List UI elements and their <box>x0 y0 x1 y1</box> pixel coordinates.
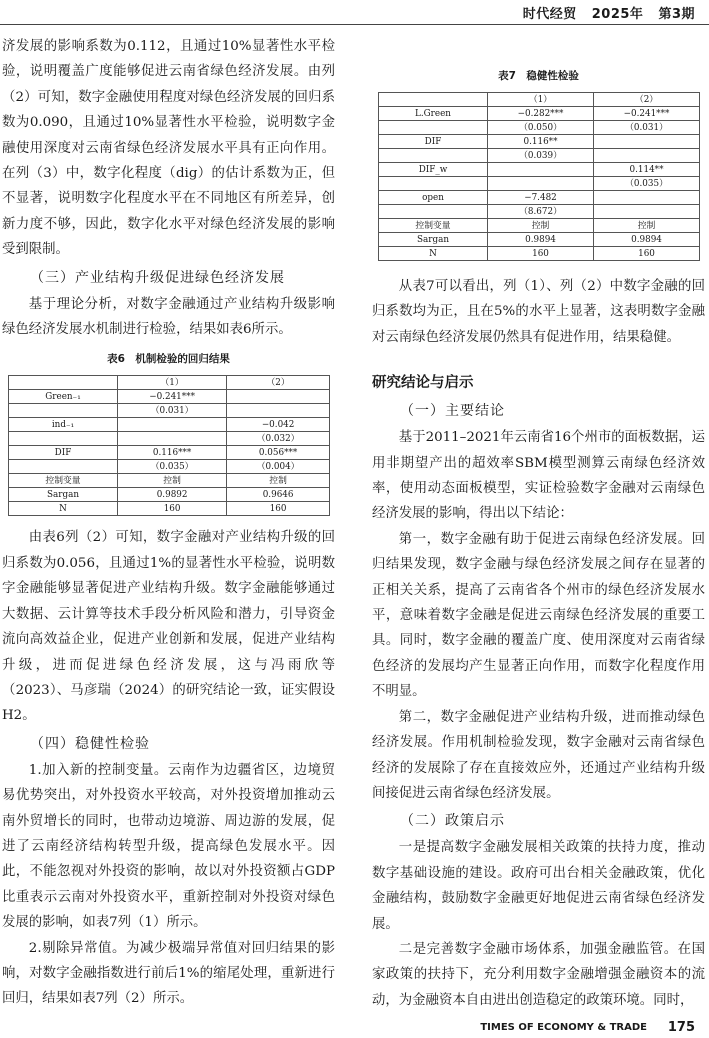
paragraph: 从表7可以看出，列（1）、列（2）中数字金融的回归系数均为正，且在5%的水平上显著，这表明数字金融对云南绿色经济发展仍然具有促进作用，结果稳健。 <box>372 279 705 345</box>
table-cell: 160 <box>488 247 594 261</box>
row-label-cell <box>9 432 118 446</box>
table-cell: （8.672） <box>488 205 594 219</box>
table-row <box>379 233 700 247</box>
paragraph: 由表6列（2）可知，数字金融对产业结构升级的回归系数为0.056，且通过1%的显著性水平检验，说明数字金融能够显著促进产业结构升级。数字金融能够通过大数据、云计算等技术手段分析风险和潜力，引导资金流向高效益企业，促进产业创新和发展，促进产业结构升级，进而促进绿色经济发展，这与冯雨欣等（2023）、马彦瑞（2024）的研究结论一致，证实假设H2。 <box>2 530 335 724</box>
row-label-cell: DIF <box>379 135 488 149</box>
table-cell <box>594 205 700 219</box>
table-cell: 控制 <box>488 219 594 233</box>
journal-name: 时代经贸 <box>522 7 577 22</box>
table-cell: （0.031） <box>594 121 700 135</box>
row-label-cell: 控制变量 <box>379 219 488 233</box>
table-cell: 0.056*** <box>227 446 330 460</box>
row-label-cell: 控制变量 <box>9 474 118 488</box>
table-cell: −0.241*** <box>118 390 227 404</box>
table-cell: 0.114** <box>594 163 700 177</box>
table-cell: −0.042 <box>227 418 330 432</box>
row-label-cell: Sargan <box>9 488 118 502</box>
paragraph: 二是完善数字金融市场体系，加强金融监管。在国家政策的扶持下，充分利用数字金融增强金融资本的流动，为金融资本自由进出创造稳定的政策环境。同时， <box>372 941 705 1008</box>
row-label-cell <box>379 149 488 163</box>
table-row <box>9 390 330 404</box>
table-caption: 表7 稳健性检验 <box>498 70 579 82</box>
table-cell: −0.282*** <box>488 107 594 121</box>
paragraph: 第二，数字金融促进产业结构升级，进而推动绿色经济发展。作用机制检验发现，数字金融对云南省绿色经济的发展除了存在直接效应外，还通过产业结构升级间接促进云南省绿色经济发展。 <box>372 709 705 801</box>
table-cell: （2） <box>227 376 330 390</box>
right-column <box>372 34 705 1013</box>
table-row <box>379 107 700 121</box>
left-column <box>2 34 335 1012</box>
table-row <box>9 432 330 446</box>
table-cell: （1） <box>118 376 227 390</box>
journal-header <box>513 3 695 22</box>
paragraph: 1.加入新的控制变量。云南作为边疆省区，边境贸易优势突出，对外投资水平较高，对外投资增加推动云南外贸增长的同时，也带动边境游、周边游的发展，促进了云南经济结构转型升级，提高绿色发展水平。因此，不能忽视对外投资的影响，故以对外投资额占GDP比重表示云南对外投资水平，重新控制对外投资对绿色发展的影响，如表7列（1）所示。 <box>2 762 335 931</box>
row-label-cell: Sargan <box>379 233 488 247</box>
table-cell: （2） <box>594 93 700 107</box>
page-header <box>0 0 709 26</box>
table-cell: （1） <box>488 93 594 107</box>
row-label-cell <box>9 460 118 474</box>
table-cell: （0.035） <box>118 460 227 474</box>
table-row <box>9 418 330 432</box>
table-row <box>9 488 330 502</box>
table-cell: −0.241*** <box>594 107 700 121</box>
table-cell: （0.004） <box>227 460 330 474</box>
header-rule <box>0 24 709 25</box>
table-cell: 160 <box>118 502 227 516</box>
table-caption: 表6 机制检验的回归结果 <box>107 353 230 366</box>
paragraph: 一是提高数字金融发展相关政策的扶持力度，推动数字基础设施的建设。政府可出台相关金融政策，优化金融结构，鼓励数字金融更好地促进云南省绿色经济发展。 <box>372 840 705 932</box>
table-cell: 0.9892 <box>118 488 227 502</box>
subsection-heading: （一）主要结论 <box>400 403 505 420</box>
table-cell <box>594 149 700 163</box>
row-label-cell <box>379 177 488 191</box>
table-row <box>379 121 700 135</box>
table-cell: 0.9646 <box>227 488 330 502</box>
table-row <box>379 191 700 205</box>
table-cell: 0.9894 <box>488 233 594 247</box>
table-row <box>379 247 700 261</box>
row-label-cell: L.Green <box>379 107 488 121</box>
row-label-cell: ind₋₁ <box>9 418 118 432</box>
page-footer <box>0 1018 709 1038</box>
subsection-heading: （二）政策启示 <box>400 813 505 830</box>
table-cell <box>118 432 227 446</box>
table-row <box>9 404 330 418</box>
section-heading: 研究结论与启示 <box>372 375 474 392</box>
table-cell <box>118 418 227 432</box>
table-cell: 控制 <box>118 474 227 488</box>
page-number: 175 <box>667 1020 695 1035</box>
table-cell: （0.032） <box>227 432 330 446</box>
row-label-cell <box>379 205 488 219</box>
table-row <box>379 149 700 163</box>
row-label-cell: DIF_w <box>379 163 488 177</box>
journal-english-name: TIMES OF ECONOMY & TRADE <box>480 1022 647 1033</box>
table-cell: 160 <box>227 502 330 516</box>
row-label-cell <box>9 404 118 418</box>
table-cell <box>488 177 594 191</box>
table-cell <box>488 163 594 177</box>
paragraph: 2.剔除异常值。为减少极端异常值对回归结果的影响，对数字金融指数进行前后1%的缩尾处理，重新进行回归，结果如表7列（2）所示。 <box>2 940 335 1007</box>
table-row <box>379 177 700 191</box>
table-cell <box>227 390 330 404</box>
paragraph: 基于2011–2021年云南省16个州市的面板数据，运用非期望产出的超效率SBM模型测算云南绿色经济效率，使用动态面板模型，实证检验数字金融对云南绿色经济发展的影响，得出以下结论： <box>372 430 705 522</box>
table-cell: （0.050） <box>488 121 594 135</box>
journal-year: 2025年 <box>591 7 644 22</box>
table-6 <box>8 375 330 516</box>
paragraph: 第一，数字金融有助于促进云南绿色经济发展。回归结果发现，数字金融与绿色经济发展之间存在显著的正相关关系，提高了云南省各个州市的绿色经济发展水平，意味着数字金融是促进云南绿色经济发展的重要工具。同时，数字金融的覆盖广度、使用深度对云南省绿色经济的发展均产生显著正向作用，而数字化程度作用不明显。 <box>372 531 705 700</box>
row-label-cell <box>9 376 118 390</box>
table-cell <box>227 404 330 418</box>
table-row <box>9 502 330 516</box>
table-cell <box>594 191 700 205</box>
row-label-cell <box>379 93 488 107</box>
journal-issue: 第3期 <box>658 7 695 22</box>
table-row <box>9 474 330 488</box>
subsection-heading: （三）产业结构升级促进绿色经济发展 <box>30 269 285 286</box>
row-label-cell: Green₋₁ <box>9 390 118 404</box>
table-row <box>9 460 330 474</box>
table-cell: 控制 <box>594 219 700 233</box>
table-cell: 0.9894 <box>594 233 700 247</box>
table-7 <box>378 92 700 261</box>
row-label-cell: open <box>379 191 488 205</box>
table-row <box>379 219 700 233</box>
table-row <box>379 163 700 177</box>
paragraph: 济发展的影响系数为0.112，且通过10%显著性水平检验，说明覆盖广度能够促进云南省绿色经济发展。由列（2）可知，数字金融使用程度对绿色经济发展的回归系数为0.090，且通过10%显著性水平检验，说明数字金融使用深度对云南省绿色经济发展水平具有正向作用。在列（3）中，数字化程度（dig）的估计系数为正，但不显著，说明数字化程度水平在不同地区有所差异，创新力度不够，因此，数字化水平对绿色经济发展的影响受到限制。 <box>2 39 335 258</box>
row-label-cell: N <box>9 502 118 516</box>
table-cell: （0.035） <box>594 177 700 191</box>
row-label-cell: DIF <box>9 446 118 460</box>
table-cell: 160 <box>594 247 700 261</box>
subsection-heading: （四）稳健性检验 <box>30 735 150 752</box>
row-label-cell <box>379 121 488 135</box>
table-cell: 0.116** <box>488 135 594 149</box>
row-label-cell: N <box>379 247 488 261</box>
paragraph: 基于理论分析，对数字金融通过产业结构升级影响绿色经济发展水机制进行检验，结果如表6所示。 <box>2 296 335 338</box>
table-cell: 控制 <box>227 474 330 488</box>
table-cell: 0.116*** <box>118 446 227 460</box>
table-cell <box>594 135 700 149</box>
table-header-row <box>9 376 330 390</box>
table-cell: （0.031） <box>118 404 227 418</box>
table-header-row <box>379 93 700 107</box>
table-cell: −7.482 <box>488 191 594 205</box>
table-cell: （0.039） <box>488 149 594 163</box>
table-row <box>379 205 700 219</box>
table-row <box>9 446 330 460</box>
table-row <box>379 135 700 149</box>
